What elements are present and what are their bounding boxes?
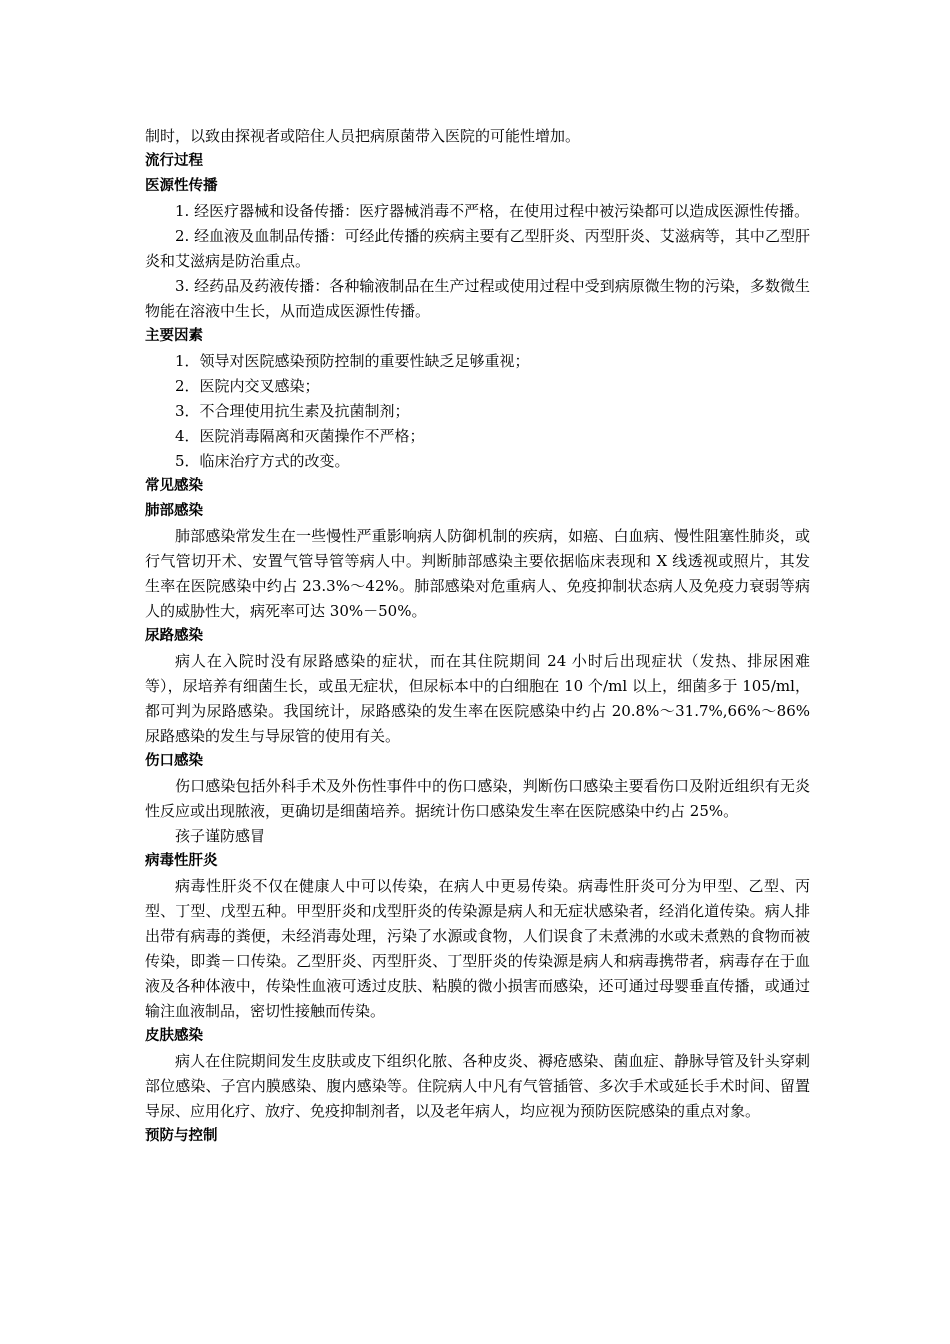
paragraph-blood-transmission: 2. 经血液及血制品传播：可经此传播的疾病主要有乙型肝炎、丙型肝炎、艾滋病等，其中乙型肝炎和艾滋病是防治重点。 [145,227,810,270]
heading-main-factors: 主要因素 [145,328,203,344]
paragraph-device-transmission: 1. 经医疗器械和设备传播：医疗器械消毒不严格，在使用过程中被污染都可以造成医源性传播。 [175,202,810,220]
paragraph-drug-transmission: 3. 经药品及药液传播：各种输液制品在生产过程或使用过程中受到病原微生物的污染，多数微生物能在溶液中生长，从而造成医源性传播。 [145,277,810,320]
heading-wound-infection: 伤口感染 [145,753,203,769]
list-item: 1．领导对医院感染预防控制的重要性缺乏足够重视； [175,352,530,370]
paragraph-child-cold: 孩子谨防感冒 [175,827,266,845]
intro-paragraph: 制时，以致由探视者或陪住人员把病原菌带入医院的可能性增加。 [145,127,581,145]
paragraph-skin-infection: 病人在住院期间发生皮肤或皮下组织化脓、各种皮炎、褥疮感染、菌血症、静脉导管及针头穿刺部位感染、子宫内膜感染、腹内感染等。住院病人中凡有气管插管、多次手术或延长手术时间、留置导尿、应用化疗、放疗、免疫抑制剂者，以及老年病人，均应视为预防医院感染的重点对象。 [145,1052,810,1120]
heading-prevention-control: 预防与控制 [145,1128,218,1144]
heading-viral-hepatitis: 病毒性肝炎 [145,853,218,869]
list-item: 5．临床治疗方式的改变。 [175,452,350,470]
document-page [145,124,810,1149]
paragraph-viral-hepatitis: 病毒性肝炎不仅在健康人中可以传染，在病人中更易传染。病毒性肝炎可分为甲型、乙型、丙型、丁型、戊型五种。甲型肝炎和戊型肝炎的传染源是病人和无症状感染者，经消化道传染。病人排出带有病毒的粪便，未经消毒处理，污染了水源或食物，人们误食了未煮沸的水或未煮熟的食物而被传染，即粪－口传染。乙型肝炎、丙型肝炎、丁型肝炎的传染源是病人和病毒携带者，病毒存在于血液及各种体液中，传染性血液可透过皮肤、粘膜的微小损害而感染，还可通过母婴垂直传播，或通过输注血液制品，密切性接触而传染。 [145,877,810,1020]
heading-common-infections: 常见感染 [145,478,203,494]
list-item: 2．医院内交叉感染； [175,377,320,395]
list-item: 3．不合理使用抗生素及抗菌制剂； [175,402,410,420]
paragraph-wound-infection: 伤口感染包括外科手术及外伤性事件中的伤口感染，判断伤口感染主要看伤口及附近组织有无炎性反应或出现脓液，更确切是细菌培养。据统计伤口感染发生率在医院感染中约占 25%。 [145,777,810,820]
heading-urinary-infection: 尿路感染 [145,628,203,644]
paragraph-lung-infection: 肺部感染常发生在一些慢性严重影响病人防御机制的疾病，如癌、白血病、慢性阻塞性肺炎，或行气管切开术、安置气管导管等病人中。判断肺部感染主要依据临床表现和 X 线透视或照片，其发生率在医院感染中约占 23.3%～42%。肺部感染对危重病人、免疫抑制状态病人及免疫力衰弱等病人的威胁性大，病死率可达 30%－50%。 [145,527,810,620]
heading-lung-infection: 肺部感染 [145,503,203,519]
list-item: 4．医院消毒隔离和灭菌操作不严格； [175,427,425,445]
heading-iatrogenic-transmission: 医源性传播 [145,178,218,194]
heading-skin-infection: 皮肤感染 [145,1028,203,1044]
heading-epidemic-process: 流行过程 [145,153,203,169]
paragraph-urinary-infection: 病人在入院时没有尿路感染的症状，而在其住院期间 24 小时后出现症状（发热、排尿困难等），尿培养有细菌生长，或虽无症状，但尿标本中的白细胞在 10 个/ml 以上，细菌多于 105/ml，都可判为尿路感染。我国统计，尿路感染的发生率在医院感染中约占 20.8%～31.7%,66%～86%尿路感染的发生与导尿管的使用有关。 [145,652,810,745]
